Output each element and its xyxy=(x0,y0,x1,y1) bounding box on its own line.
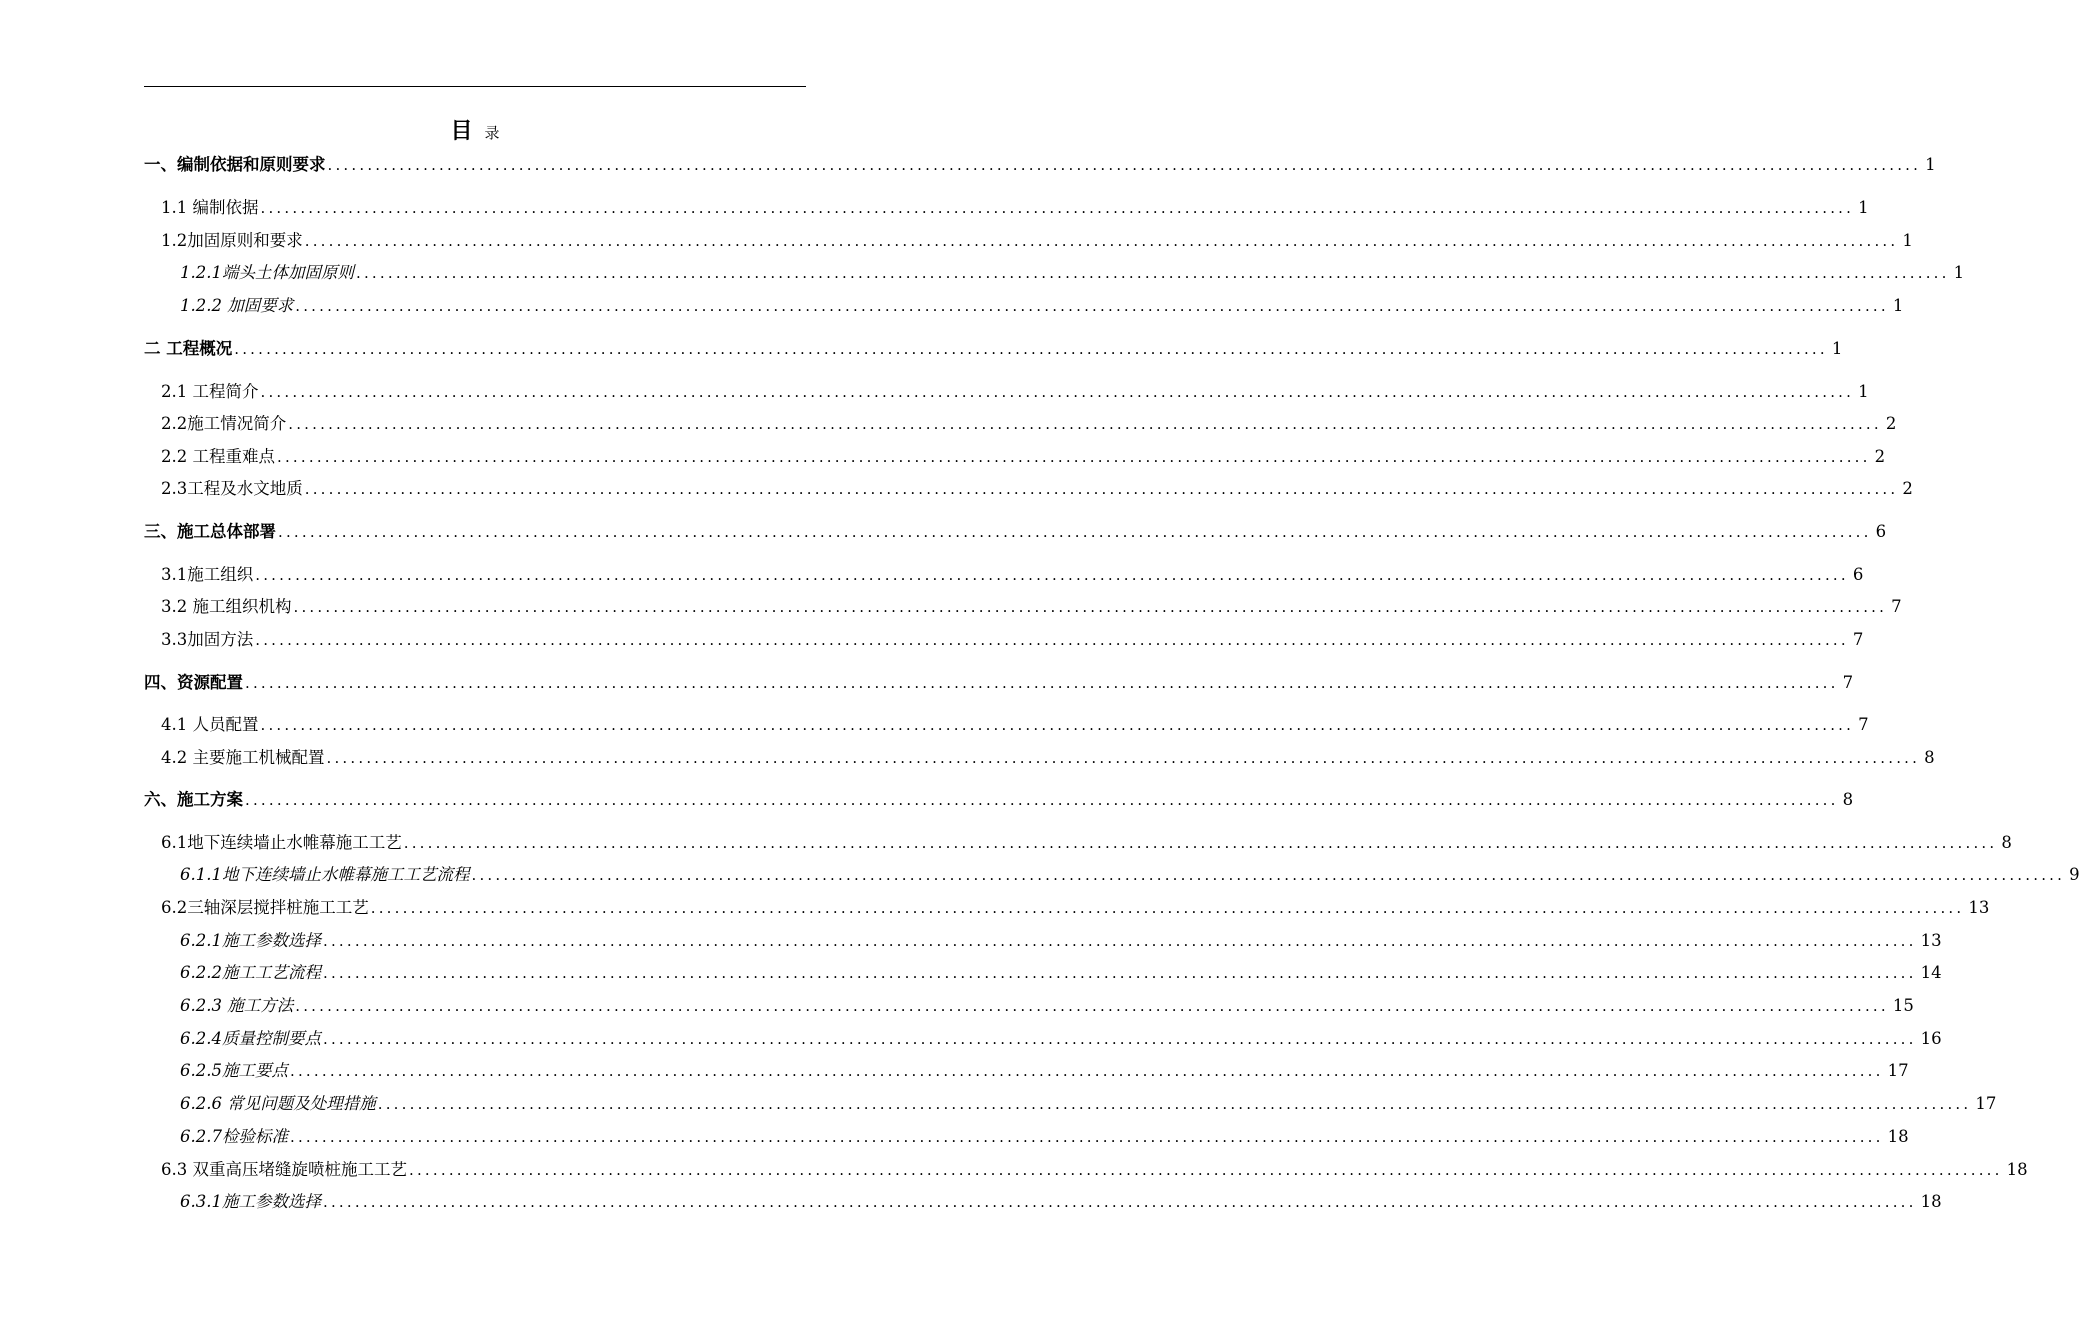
toc-leader-dots: ........................................................................................................................................................................................................ xyxy=(260,199,1855,217)
toc-entry[interactable] xyxy=(161,476,1913,500)
toc-leader-dots: ........................................................................................................................................................................................................ xyxy=(288,415,1882,433)
toc-entry-page: 15 xyxy=(1892,996,1914,1015)
toc-entry[interactable] xyxy=(180,260,1965,284)
toc-entry-label: 二 工程概况 xyxy=(144,339,233,358)
toc-leader-dots: ........................................................................................................................................................................................................ xyxy=(304,480,1899,498)
toc-entry-label: 2.3工程及水文地质 xyxy=(161,479,303,498)
toc-entry[interactable] xyxy=(180,1026,1942,1050)
toc-entry[interactable] xyxy=(161,1157,2028,1181)
toc-entry[interactable] xyxy=(161,745,1935,769)
toc-entry-page: 14 xyxy=(1920,963,1942,982)
toc-leader-dots: ........................................................................................................................................................................................................ xyxy=(289,1128,1884,1146)
toc-entry-page: 6 xyxy=(1852,565,1864,584)
toc-entry-page: 2 xyxy=(1874,447,1886,466)
toc-entry[interactable] xyxy=(180,1058,1909,1082)
toc-entry-label: 6.2三轴深层搅拌桩施工工艺 xyxy=(161,898,369,917)
toc-entry-page: 2 xyxy=(1902,479,1913,498)
toc-entry[interactable] xyxy=(161,195,1869,219)
toc-leader-dots: ........................................................................................................................................................................................................ xyxy=(322,964,1917,982)
toc-entry-page: 6 xyxy=(1875,522,1887,541)
toc-entry-page: 2 xyxy=(1885,414,1897,433)
toc-entry[interactable] xyxy=(180,293,1904,317)
toc-entry-label: 1.2.1端头土体加固原则 xyxy=(180,263,354,282)
toc-leader-dots: ........................................................................................................................................................................................................ xyxy=(370,899,1965,917)
toc-entry[interactable] xyxy=(180,928,1942,952)
toc-leader-dots: ........................................................................................................................................................................................................ xyxy=(260,383,1855,401)
toc-entry-page: 8 xyxy=(1924,748,1935,767)
toc-entry-label: 3.2 施工组织机构 xyxy=(161,597,292,616)
toc-entry-label: 三、施工总体部署 xyxy=(144,522,276,541)
toc-leader-dots: ........................................................................................................................................................................................................ xyxy=(355,264,1950,282)
toc-entry-page: 7 xyxy=(1891,597,1902,616)
toc-entry-page: 1 xyxy=(1858,198,1869,217)
toc-leader-dots: ........................................................................................................................................................................................................ xyxy=(409,1161,2003,1179)
toc-entry-page: 1 xyxy=(1892,296,1904,315)
toc-entry-page: 13 xyxy=(1920,931,1942,950)
toc-entry-page: 1 xyxy=(1902,231,1913,250)
toc-entry[interactable] xyxy=(161,411,1897,435)
toc-entry-label: 6.3 双重高压堵缝旋喷桩施工工艺 xyxy=(161,1160,407,1179)
toc-entry[interactable] xyxy=(180,1124,1909,1148)
toc-entry-page: 1 xyxy=(1925,155,1936,174)
toc-entry-page: 13 xyxy=(1968,898,1990,917)
toc-entry[interactable] xyxy=(161,444,1886,468)
toc-leader-dots: ........................................................................................................................................................................................................ xyxy=(260,716,1855,734)
toc-entry-label: 6.2.5施工要点 xyxy=(180,1061,288,1080)
toc-leader-dots: ........................................................................................................................................................................................................ xyxy=(245,674,1839,692)
toc-entry-label: 2.2施工情况简介 xyxy=(161,414,287,433)
toc-leader-dots: ........................................................................................................................................................................................................ xyxy=(295,297,1889,315)
toc-entry-label: 一、编制依据和原则要求 xyxy=(144,155,326,174)
toc-entry-label: 6.2.3 施工方法 xyxy=(180,996,294,1015)
toc-leader-dots: ........................................................................................................................................................................................................ xyxy=(322,1030,1917,1048)
toc-leader-dots: ........................................................................................................................................................................................................ xyxy=(234,340,1828,358)
toc-entry[interactable] xyxy=(180,960,1942,984)
toc-entry[interactable] xyxy=(144,519,1887,543)
toc-leader-dots: ........................................................................................................................................................................................................ xyxy=(471,866,2066,884)
toc-entry-label: 6.2.7检验标准 xyxy=(180,1127,288,1146)
toc-entry-label: 6.2.6 常见问题及处理措施 xyxy=(180,1094,376,1113)
toc-entry-page: 18 xyxy=(1887,1127,1909,1146)
toc-entry-page: 8 xyxy=(2001,833,2012,852)
toc-entry[interactable] xyxy=(180,993,1914,1017)
toc-title-main: 目 xyxy=(450,119,473,144)
toc-entry-label: 6.1.1地下连续墙止水帷幕施工工艺流程 xyxy=(180,865,470,884)
toc-entry-page: 1 xyxy=(1831,339,1843,358)
toc-entry[interactable] xyxy=(161,228,1913,252)
toc-entry-label: 1.1 编制依据 xyxy=(161,198,259,217)
toc-leader-dots: ........................................................................................................................................................................................................ xyxy=(327,156,1922,174)
toc-entry[interactable] xyxy=(180,1189,1942,1213)
toc-leader-dots: ........................................................................................................................................................................................................ xyxy=(377,1095,1972,1113)
toc-entry-page: 7 xyxy=(1852,630,1864,649)
toc-entry[interactable] xyxy=(144,670,1854,694)
toc-entry-page: 7 xyxy=(1858,715,1869,734)
header-rule xyxy=(144,86,806,87)
toc-entry-label: 6.2.2施工工艺流程 xyxy=(180,963,321,982)
toc-entry-page: 18 xyxy=(1920,1192,1942,1211)
toc-entry[interactable] xyxy=(161,562,1864,586)
toc-entry-label: 4.1 人员配置 xyxy=(161,715,259,734)
toc-entry-page: 8 xyxy=(1842,790,1854,809)
toc-entry[interactable] xyxy=(144,787,1854,811)
toc-leader-dots: ........................................................................................................................................................................................................ xyxy=(403,834,1998,852)
toc-leader-dots: ........................................................................................................................................................................................................ xyxy=(322,932,1917,950)
toc-entry-label: 3.1施工组织 xyxy=(161,565,254,584)
toc-entry-label: 6.1地下连续墙止水帷幕施工工艺 xyxy=(161,833,402,852)
toc-entry-page: 16 xyxy=(1920,1029,1942,1048)
toc-entry[interactable] xyxy=(161,594,1902,618)
toc-entry[interactable] xyxy=(161,830,2012,854)
toc-leader-dots: ........................................................................................................................................................................................................ xyxy=(322,1193,1917,1211)
toc-leader-dots: ........................................................................................................................................................................................................ xyxy=(304,232,1899,250)
toc-leader-dots: ........................................................................................................................................................................................................ xyxy=(295,997,1889,1015)
toc-leader-dots: ........................................................................................................................................................................................................ xyxy=(245,791,1839,809)
toc-leader-dots: ........................................................................................................................................................................................................ xyxy=(326,749,1921,767)
toc-leader-dots: ........................................................................................................................................................................................................ xyxy=(289,1062,1884,1080)
toc-entry-page: 9 xyxy=(2069,865,2080,884)
toc-entry[interactable] xyxy=(144,152,1936,176)
toc-entry-label: 1.2加固原则和要求 xyxy=(161,231,303,250)
toc-entry-label: 6.2.4质量控制要点 xyxy=(180,1029,321,1048)
toc-leader-dots: ........................................................................................................................................................................................................ xyxy=(293,598,1888,616)
toc-leader-dots: ........................................................................................................................................................................................................ xyxy=(255,566,1849,584)
toc-entry-label: 六、施工方案 xyxy=(144,790,243,809)
toc-entry-label: 6.3.1施工参数选择 xyxy=(180,1192,321,1211)
toc-entry-page: 17 xyxy=(1975,1094,1997,1113)
toc-entry-label: 2.1 工程简介 xyxy=(161,382,259,401)
toc-entry-page: 18 xyxy=(2006,1160,2028,1179)
toc-title-sub: 录 xyxy=(484,124,500,142)
toc-entry-label: 6.2.1施工参数选择 xyxy=(180,931,321,950)
toc-entry[interactable] xyxy=(180,862,2080,886)
toc-entry-label: 4.2 主要施工机械配置 xyxy=(161,748,325,767)
toc-entry[interactable] xyxy=(144,336,1843,360)
toc-entry-page: 7 xyxy=(1842,673,1854,692)
toc-entry-label: 1.2.2 加固要求 xyxy=(180,296,294,315)
toc-entry-page: 1 xyxy=(1953,263,1965,282)
toc-entry[interactable] xyxy=(161,895,1990,919)
toc-entry[interactable] xyxy=(180,1091,1997,1115)
toc-entry-page: 17 xyxy=(1887,1061,1909,1080)
toc-leader-dots: ........................................................................................................................................................................................................ xyxy=(278,523,1872,541)
toc-leader-dots: ........................................................................................................................................................................................................ xyxy=(255,631,1849,649)
toc-entry[interactable] xyxy=(161,379,1869,403)
toc-entry-label: 四、资源配置 xyxy=(144,673,243,692)
toc-entry-page: 1 xyxy=(1858,382,1869,401)
toc-entry-label: 3.3加固方法 xyxy=(161,630,254,649)
toc-entry[interactable] xyxy=(161,712,1869,736)
toc-title xyxy=(0,114,950,145)
toc-leader-dots: ........................................................................................................................................................................................................ xyxy=(277,448,1871,466)
toc-entry[interactable] xyxy=(161,627,1864,651)
toc-entry-label: 2.2 工程重难点 xyxy=(161,447,275,466)
